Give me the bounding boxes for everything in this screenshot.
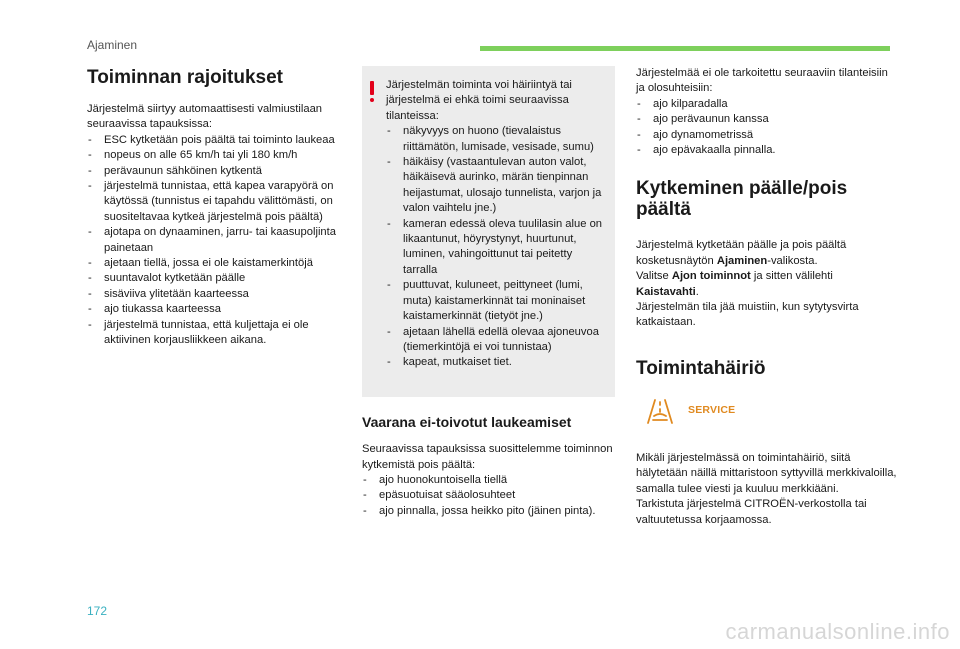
heading-limitations: Toiminnan rajoitukset [87,67,284,88]
list-item: - perävaunun sähköinen kytkentä [87,164,349,179]
list-item: - ajetaan lähellä edellä olevaa ajoneuvoa (tiemerkintöjä ei voi tunnistaa) [386,325,605,356]
limitations-intro: Järjestelmä siirtyy automaattisesti valmiustilaan seuraavissa tapauksissa: [87,103,323,131]
list-item: - ajo pinnalla, jossa heikko pito (jäinen pinta). [362,504,615,519]
heading-switch-on-off: Kytkeminen päälle/pois päältä [636,178,848,221]
unwanted-triggers-intro: Seuraavissa tapauksissa suosittelemme toiminnon kytkemistä pois päältä: [362,443,613,471]
list-item: - puuttuvat, kuluneet, peittyneet (lumi, muta) kaistamerkinnät tai moninaiset kaistamerkinnät (tietyöt jne.) [386,278,605,324]
switch-text-end: -valikosta. [767,254,818,267]
list-item: - näkyvyys on huono (tievalaistus riittämätön, lumisade, vesisade, sumu) [386,124,605,155]
watermark: carmanualsonline.info [725,619,950,644]
list-item: - järjestelmä tunnistaa, että kapea varapyörä on käytössä (tunnistus ei tapahdu välittömästi, on suositeltavaa kytkeä järjestelmä pois päältä) [87,179,349,225]
section-header-bar [480,46,890,51]
switch-paragraph [636,238,898,269]
limitations-list [87,133,349,349]
not-intended-list [636,97,898,159]
tab-name-lane-assist: Kaistavahti [636,285,696,298]
malfunction-indicators [644,397,898,425]
page-number: 172 [87,604,108,618]
menu-name-driving-functions: Ajon toiminnot [671,270,751,283]
list-item: - ajo perävaunun kanssa [636,112,898,127]
exclamation-icon-dot [370,98,374,102]
list-item: - ajetaan tiellä, jossa ei ole kaistamerkintöjä [87,256,349,271]
switch-text: Järjestelmä kytketään päälle ja pois päältä kosketusnäytön [636,239,847,267]
list-item: - ajo tiukassa kaarteessa [87,302,349,317]
warning-list [386,124,605,371]
malfunction-advice: Tarkistuta järjestelmä CITROËN-verkostolla tai valtuutetussa korjaamossa. [636,498,867,526]
heading-unwanted-triggers: Vaarana ei-toivotut laukeamiset [362,413,572,430]
list-item: - suuntavalot kytketään päälle [87,271,349,286]
column-limitations [87,66,349,349]
malfunction-paragraph: Mikäli järjestelmässä on toimintahäiriö, siitä hälytetään näillä mittaristoon syttyvillä merkkivaloilla, samalla tulee viesti ja kuuluu merkkiääni. [636,451,897,495]
switch-text: . [695,285,699,298]
list-item: - kapeat, mutkaiset tiet. [386,355,605,370]
warning-box [362,66,615,397]
switch-select-paragraph [636,269,898,300]
column-usage [636,66,898,528]
list-item: - järjestelmä tunnistaa, että kuljettaja ei ole aktiivinen korjausliikkeen aikana. [87,318,349,349]
list-item: - ajo huonokuntoisella tiellä [362,473,615,488]
switch-text: Valitse [636,270,672,283]
list-item: - sisäviiva ylitetään kaarteessa [87,287,349,302]
exclamation-icon [370,81,374,95]
menu-name-driving: Ajaminen [716,254,768,267]
not-intended-intro: Järjestelmää ei ole tarkoitettu seuraaviin tilanteisiin ja olosuhteisiin: [636,67,888,95]
service-warning-label: SERVICE [688,404,736,417]
list-item: - nopeus on alle 65 km/h tai yli 180 km/h [87,148,349,163]
switch-memory-paragraph: Järjestelmän tila jää muistiin, kun sytytysvirta katkaistaan. [636,301,859,329]
lane-departure-warning-icon [644,397,676,425]
list-item: - ajo epävakaalla pinnalla. [636,143,898,158]
warning-intro: Järjestelmän toiminta voi häiriintyä tai järjestelmä ei ehkä toimi seuraavissa tilanteissa: [386,79,572,122]
list-item: - ajotapa on dynaaminen, jarru- tai kaasupoljinta painetaan [87,225,349,256]
switch-text: ja sitten välilehti [750,270,833,283]
section-header-title: Ajaminen [87,38,138,52]
list-item: - kameran edessä oleva tuulilasin alue on likaantunut, höyrystynyt, huurtunut, luminen, vahingoittunut tai peitetty tarralla [386,217,605,279]
list-item: - ESC kytketään pois päältä tai toiminto laukeaa [87,133,349,148]
list-item: - ajo kilparadalla [636,97,898,112]
list-item: - häikäisy (vastaantulevan auton valot, häikäisevä aurinko, märän tienpinnan heijastumat, ulosajo tunnelista, varjon ja valon vaihtelu jne.) [386,155,605,217]
column-warning [362,66,615,519]
heading-malfunction: Toimintahäiriö [636,357,766,379]
list-item: - ajo dynamometrissä [636,128,898,143]
list-item: - epäsuotuisat sääolosuhteet [362,488,615,503]
unwanted-triggers-list [362,473,615,519]
